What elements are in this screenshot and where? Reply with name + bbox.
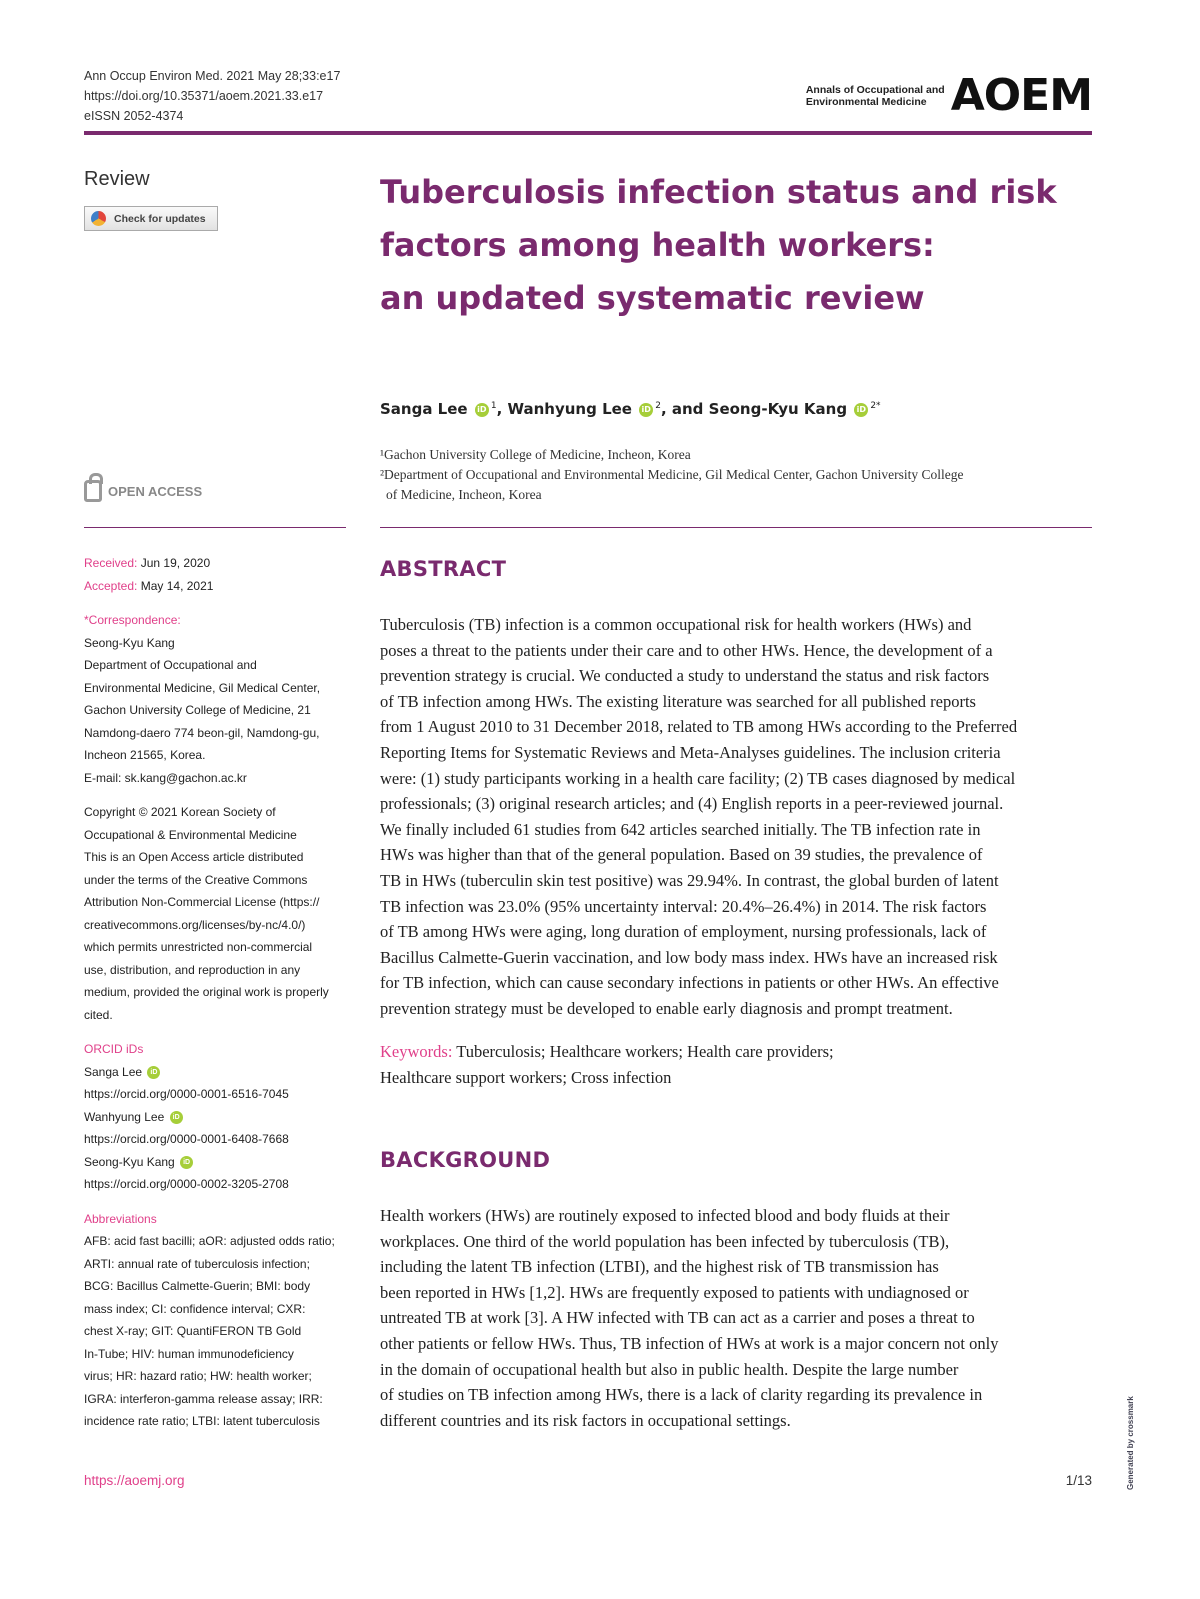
abstract-body: Tuberculosis (TB) infection is a common occupational risk for health workers (HWs) and poses a threat to the patients under their care and to other HWs. Hence, the development of a prevention strategy is crucial. We conducted a study to understand the status and risk factors of TB infection among HWs. The existing literature was searched for all published reports from 1 August 2010 to 31 December 2018, related to TB among HWs according to the Preferred Reporting Items for Systematic Reviews and Meta-Analyses guidelines. The inclusion criteria were: (1) study participants working in a health care facility; (2) TB cases diagnosed by medical professionals; (3) original research articles; and (4) English reports in a peer-reviewed journal. We finally included 61 studies from 642 articles searched initially. The TB infection rate in HWs was higher than that of the general population. Based on 39 studies, the prevalence of TB in HWs (tuberculin skin test positive) was 29.94%. In contrast, the global burden of latent TB infection was 23.0% (95% uncertainty interval: 20.4%–26.4%) in 2014. The risk factors of TB among HWs were aging, long duration of employment, nursing professionals, lack of Bacillus Calmette-Guerin vaccination, and low body mass index. HWs have an increased risk for TB infection, which can cause secondary infections in patients or other HWs. An effective prevention strategy must be developed to enable early diagnosis and prompt treatment.	[380, 615, 1018, 1018]
article-type: Review	[84, 168, 150, 190]
affiliation-line: ²Department of Occupational and Environmental Medicine, Gil Medical Center, Gachon University College	[380, 467, 964, 482]
orcid-icon[interactable]: iD	[180, 1156, 193, 1169]
journal-abbrev: AOEM	[950, 70, 1092, 121]
author-list: Sanga Lee iD $^1$, Wanhyung Lee iD $^2$, and Seong-Kyu Kang iD $^{2*}$	[380, 400, 881, 418]
journal-full-name: Annals of Occupational and Environmental Medicine	[805, 84, 945, 108]
accepted-date: Accepted: May 14, 2021	[84, 578, 214, 593]
orcid-icon[interactable]: iD	[170, 1111, 183, 1124]
copyright-notice: Copyright © 2021 Korean Society of Occupational & Environmental Medicine This is an Open Access article distributed under the terms of the Creative Commons Attribution Non-Commercial License (https:// creativecommons.org/licenses/by-nc/4.0/) which permits unrestricted non-commercial use, distribution, and reproduction in any medium, provided the original work is properly cited.	[84, 805, 329, 1022]
author-affiliation: 2	[655, 401, 661, 411]
sidebar	[84, 552, 356, 1433]
correspondence-email[interactable]: E-mail: sk.kang@gachon.ac.kr	[84, 770, 247, 785]
citation: Ann Occup Environ Med. 2021 May 28;33:e17	[84, 69, 341, 83]
journal-logo	[806, 70, 1092, 122]
open-access-badge	[84, 480, 202, 502]
issn: eISSN 2052-4374	[84, 109, 184, 123]
affiliation-line: of Medicine, Incheon, Korea	[386, 487, 542, 502]
author-affiliation: 1	[490, 401, 497, 411]
sidebar-rule	[84, 527, 346, 528]
abstract-heading: ABSTRACT	[380, 557, 507, 581]
abbreviations: Abbreviations AFB: acid fast bacilli; aOR: adjusted odds ratio; ARTI: annual rate of tuberculosis infection; BCG: Bacillus Calmette-Guerin; BMI: body mass index; CI: confidence interval; CXR: chest X-ray; GIT: QuantiFERON TB Gold In-Tube; HIV: human immunodeficiency virus; HR: hazard ratio; HW: health worker; IGRA: interferon-gamma release assay; IRR: incidence rate ratio; LTBI: latent tuberculosis	[84, 1211, 335, 1428]
journal-url-link[interactable]: https://aoemj.org	[84, 1473, 185, 1488]
title-line: factors among health workers:	[380, 226, 935, 264]
main-rule	[380, 527, 1092, 528]
author-name: Wanhyung Lee	[507, 400, 632, 418]
correspondence: *Correspondence: Seong-Kyu Kang Department of Occupational and Environmental Medicine, Gil Medical Center, Gachon University College of Medicine, 21 Namdong-daero 774 beon-gil, Namdong-gu, Incheon 21565, Korea. E-mail: sk.kang@gachon.ac.kr	[84, 609, 356, 789]
title-line: Tuberculosis infection status and risk	[380, 173, 1057, 211]
citation-meta	[84, 66, 340, 126]
keywords: Keywords: Tuberculosis; Healthcare workers; Health care providers; Healthcare support workers; Cross infection	[380, 1042, 834, 1087]
crossmark-side-label: Generated by crossmark	[1126, 1396, 1135, 1490]
article-title	[380, 166, 1100, 325]
check-for-updates-label: Check for updates	[114, 212, 206, 225]
background-body: Health workers (HWs) are routinely exposed to infected blood and body fluids at their workplaces. One third of the world population has been infected by tuberculosis (TB), including the latent TB infection (LTBI), and the highest risk of TB transmission has been reported in HWs [1,2]. HWs are frequently exposed to patients with undiagnosed or untreated TB at work [3]. A HW infected with TB can act as a carrier and poses a threat to other patients or fellow HWs. Thus, TB infection of HWs at work is a major concern not only in the domain of occupational health but also in public health. Despite the large number of studies on TB infection among HWs, there is a lack of clarity regarding its prevalence in different countries and its risk factors in occupational settings.	[380, 1206, 999, 1430]
received-date: Received: Jun 19, 2020	[84, 556, 211, 570]
orcid-link[interactable]: https://orcid.org/0000-0001-6408-7668	[84, 1132, 289, 1146]
keywords-label: Keywords:	[380, 1042, 453, 1061]
orcid-icon[interactable]: iD	[639, 403, 653, 417]
orcid-icon[interactable]: iD	[475, 403, 489, 417]
open-access-label: OPEN ACCESS	[108, 483, 203, 499]
orcid-icon[interactable]: iD	[147, 1066, 160, 1079]
orcid-list: ORCID iDs Sanga Lee iD https://orcid.org/0000-0001-6516-7045 Wanhyung Lee iD https://orcid.org/0000-0001-6408-7668 Seong-Kyu Kang iD https://orcid.org/0000-0002-3205-2708	[84, 1038, 356, 1196]
affiliation-line: ¹Gachon University College of Medicine, Incheon, Korea	[380, 447, 691, 462]
title-line: an updated systematic review	[380, 279, 925, 317]
orcid-link[interactable]: https://orcid.org/0000-0001-6516-7045	[84, 1087, 289, 1101]
header-rule	[84, 131, 1092, 135]
crossmark-icon	[91, 211, 106, 226]
check-for-updates-button[interactable]	[84, 206, 218, 231]
author-affiliation: 2*	[870, 401, 881, 411]
page-number: 1/13	[1065, 1473, 1092, 1488]
author-name: Sanga Lee	[380, 400, 468, 418]
orcid-link[interactable]: https://orcid.org/0000-0002-3205-2708	[84, 1177, 289, 1191]
open-lock-icon	[84, 480, 102, 502]
doi-link[interactable]: https://doi.org/10.35371/aoem.2021.33.e17	[84, 89, 324, 103]
affiliations	[380, 445, 1092, 505]
background-heading: BACKGROUND	[380, 1148, 551, 1172]
orcid-icon[interactable]: iD	[854, 403, 868, 417]
author-name: Seong-Kyu Kang	[708, 400, 848, 418]
